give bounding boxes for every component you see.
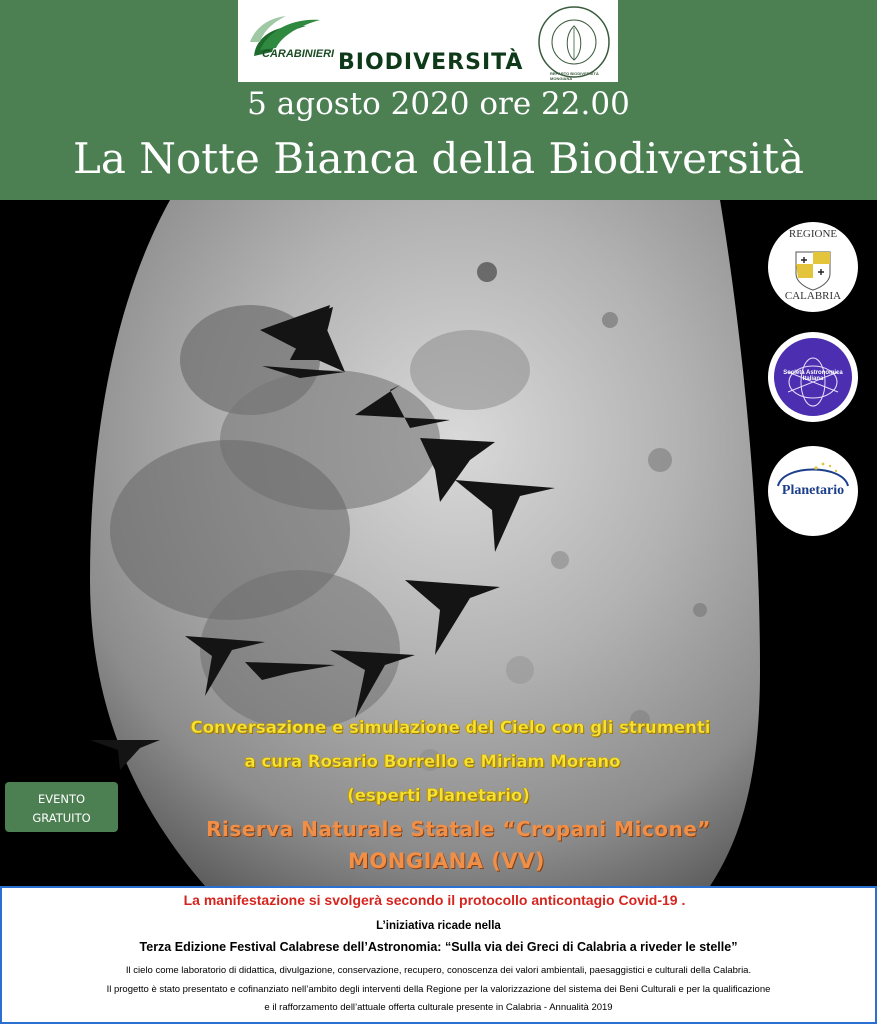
carabinieri-seal-icon [536, 4, 612, 80]
moon-image [0, 200, 877, 886]
event-title: La Notte Bianca della Biodiversità [72, 134, 805, 183]
biodiversity-label: BIODIVERSITÀ [338, 50, 524, 75]
festival-line: Terza Edizione Festival Calabrese dell’Astronomia: “Sulla via dei Greci di Calabria a riveder le stelle” [139, 940, 738, 954]
promo-line-2: a cura Rosario Borrello e Miriam Morano [244, 752, 621, 771]
regione-label-bottom: CALABRIA [784, 290, 842, 302]
venue-name: Riserva Naturale Statale “Cropani Micone” [206, 817, 711, 841]
carabinieri-logo [246, 6, 324, 76]
cielo-line: Il cielo come laboratorio di didattica, divulgazione, conservazione, recupero, conoscenza dei valori ambientali, paesaggistici e culturali della Calabria. [125, 965, 752, 976]
ricade-line: L’iniziativa ricade nella [376, 920, 501, 932]
covid-notice: La manifestazione si svolgerà secondo il protocollo anticontagio Covid-19 . [183, 892, 686, 908]
free-event-badge [5, 782, 118, 832]
free-badge-line-1: EVENTO [37, 792, 86, 806]
planetario-label: Planetario [781, 483, 845, 498]
carabinieri-label: CARABINIERI [262, 48, 335, 60]
free-badge-line-2: GRATUITO [32, 811, 91, 825]
moon-illustration [0, 200, 877, 886]
footer-info-box [0, 886, 877, 1024]
seal-bottom-text: REPARTO BIODIVERSITÀ MONGIANA [550, 71, 599, 81]
progetto-line-2: e il rafforzamento dell’attuale offerta culturale presente in Calabria - Annualità 2019 [264, 1002, 613, 1013]
sai-badge [768, 332, 858, 422]
venue-town: MONGIANA (VV) [348, 849, 545, 873]
promo-line-3: (esperti Planetario) [347, 786, 530, 805]
regione-label-top: REGIONE [788, 228, 838, 240]
progetto-line-1: Il progetto è stato presentato e cofinanziato nell’ambito degli interventi della Regione per la valorizzazione del sistema dei Beni Culturali e per la qualificazione [106, 984, 771, 995]
logo-band [238, 0, 618, 82]
planetario-badge [768, 446, 858, 536]
sai-label: Società Astronomica Italiana [783, 370, 843, 382]
header-banner [0, 0, 877, 200]
regione-calabria-badge [768, 222, 858, 312]
event-date: 5 agosto 2020 ore 22.00 [247, 86, 630, 122]
promo-line-1: Conversazione e simulazione del Cielo con gli strumenti [190, 718, 711, 737]
